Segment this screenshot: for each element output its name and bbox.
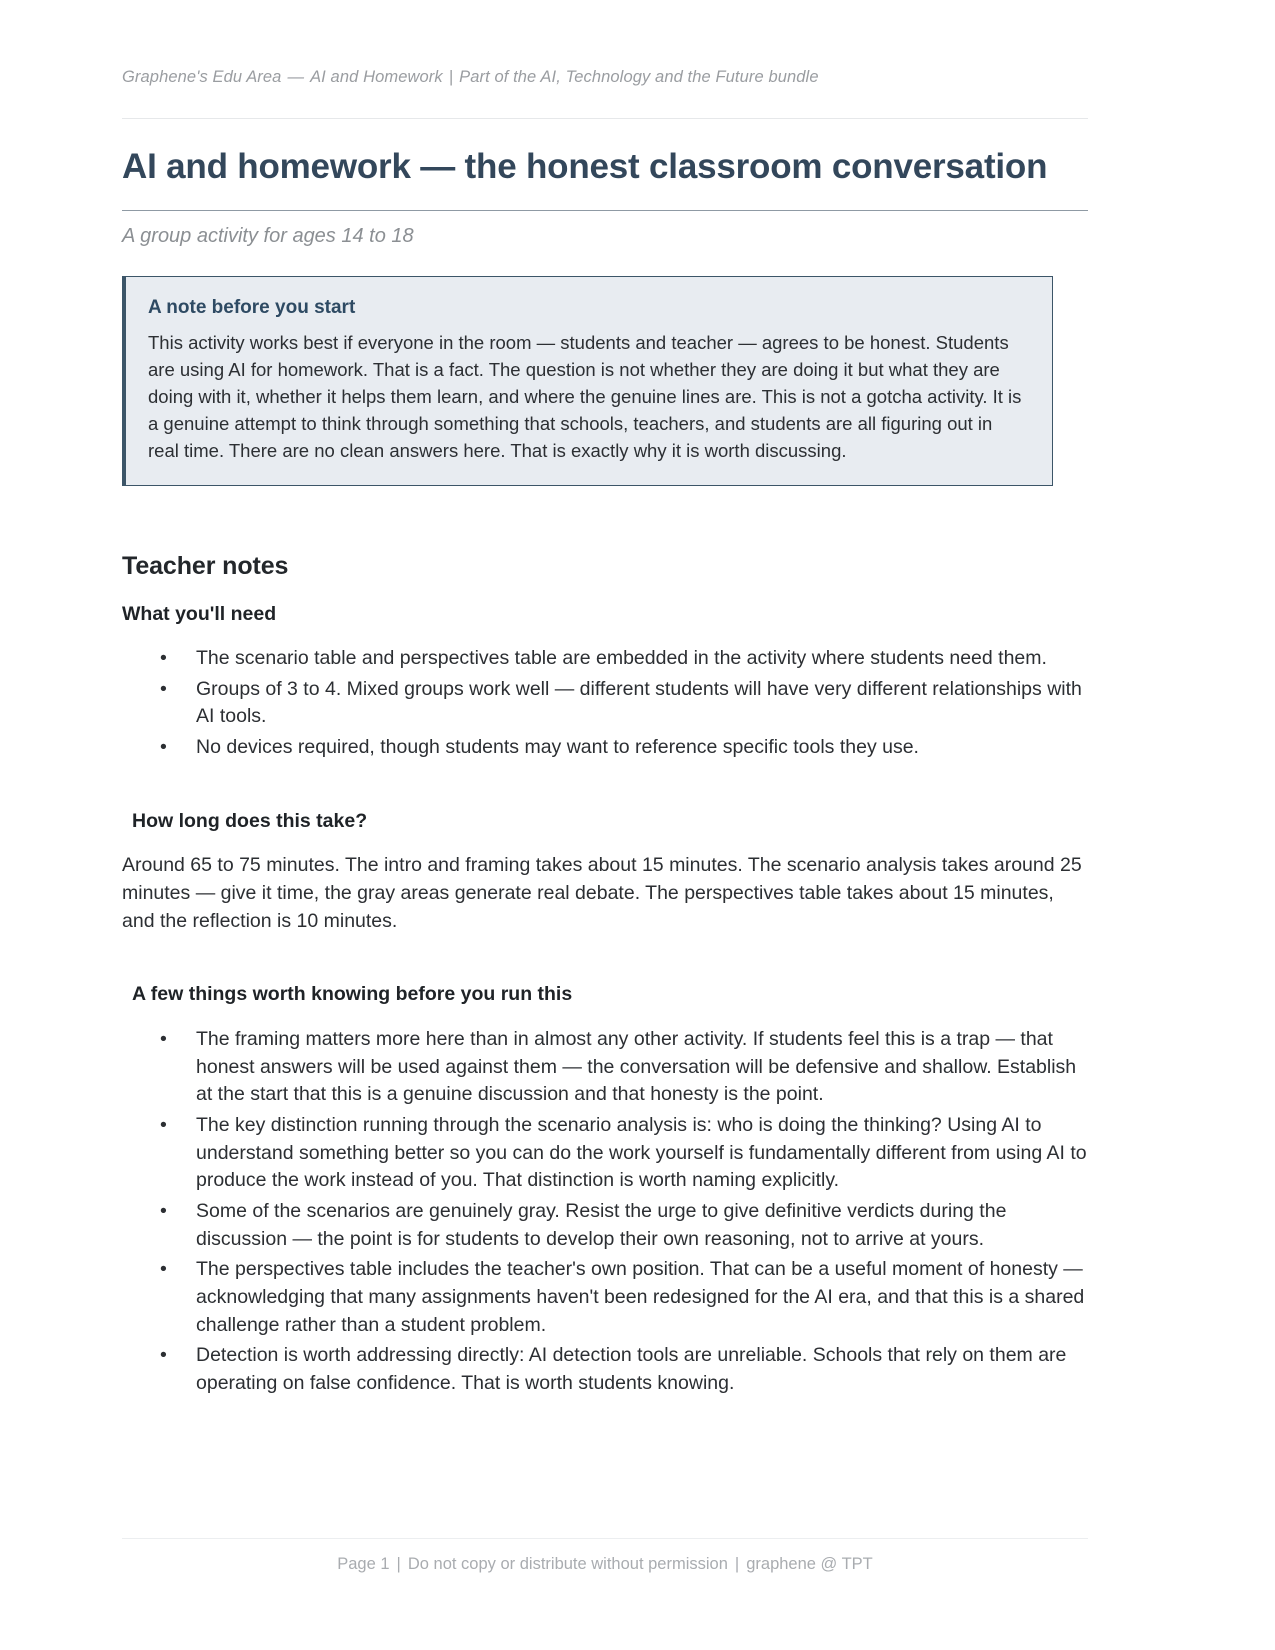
list-item-text: The framing matters more here than in almost any other activity. If students feel this is a trap — that honest answers will be used against them — the conversation will be defensive and shallow. Establish at the start that this is a genuine discussion and that honesty is the point. xyxy=(196,1027,1077,1106)
running-header-dash: — xyxy=(287,68,305,86)
list-item xyxy=(122,1198,1088,1253)
running-header-separator: | xyxy=(448,68,454,86)
page-content xyxy=(122,0,1088,1401)
list-item-text: The perspectives table includes the teacher's own position. That can be a useful moment of honesty — acknowledging that many assignments haven't been redesigned for the AI era, and that this is a shared challenge rather than a student problem. xyxy=(196,1258,1085,1336)
section-heading-teacher-notes: Teacher notes xyxy=(122,551,289,580)
footer-separator-2: | xyxy=(734,1555,740,1573)
list-item xyxy=(122,1256,1088,1339)
footer-credit: graphene @ TPT xyxy=(746,1555,873,1573)
list-item xyxy=(122,1026,1088,1109)
running-header-brand: Graphene's Edu Area xyxy=(122,68,282,86)
note-callout-heading: A note before you start xyxy=(148,296,356,318)
note-callout-body: This activity works best if everyone in the room — students and teacher — agrees to be honest. Students are using AI for homework. That is a fact. The question is not whether they are doing it but what they are doing with it, whether it helps them learn, and where the genuine lines are. This is not a gotcha activity. It is a genuine attempt to think through something that schools, teachers, and students are all figuring out in real time. There are no clean answers here. That is exactly why it is worth discussing. xyxy=(148,331,1022,462)
subheading-worth-knowing: A few things worth knowing before you run this xyxy=(132,983,573,1006)
footer-divider xyxy=(122,1538,1088,1539)
note-callout xyxy=(122,276,1053,486)
running-header-bundle: Part of the AI, Technology and the Future bundle xyxy=(459,68,819,86)
page-footer xyxy=(122,1538,1088,1574)
title-divider xyxy=(122,210,1088,211)
list-item xyxy=(122,1342,1088,1397)
bullet-dot-icon: • xyxy=(160,1200,167,1222)
subheading-duration: How long does this take? xyxy=(132,809,368,832)
bullet-dot-icon: • xyxy=(160,1113,167,1136)
footer-copyright-notice: Do not copy or distribute without permission xyxy=(407,1555,728,1573)
list-item-text: Some of the scenarios are genuinely gray. Resist the urge to give definitive verdicts during the discussion — the point is for students to develop their own reasoning, not to arrive at yours. xyxy=(196,1200,1007,1250)
list-item-text: The key distinction running through the scenario analysis is: who is doing the thinking? Using AI to understand something better so you can do the work yourself is fundamentally different from using AI to produce the work instead of you. That distinction is worth naming explicitly. xyxy=(196,1113,1087,1192)
list-item-text: The scenario table and perspectives table are embedded in the activity where students need them. xyxy=(196,647,1047,670)
list-item xyxy=(122,1112,1088,1195)
bullet-dot-icon: • xyxy=(160,1027,167,1050)
list-item xyxy=(122,676,1088,731)
list-worth-knowing xyxy=(122,1026,1088,1398)
list-item-text: Detection is worth addressing directly: AI detection tools are unreliable. Schools that rely on them are operating on false confidence. That is worth students knowing. xyxy=(196,1344,1067,1395)
list-item-text: No devices required, though students may want to reference specific tools they use. xyxy=(196,736,919,759)
bullet-dot-icon: • xyxy=(160,677,167,700)
running-header-topic: AI and Homework xyxy=(310,68,443,86)
bullet-dot-icon: • xyxy=(160,736,167,759)
footer-text xyxy=(122,1555,1088,1574)
bullet-dot-icon: • xyxy=(160,1344,167,1367)
list-what-you-need xyxy=(122,645,1088,762)
duration-text: Around 65 to 75 minutes. The intro and framing takes about 15 minutes. The scenario analysis takes around 25 minutes — give it time, the gray areas generate real debate. The perspectives table takes about 15 minutes, and the reflection is 10 minutes. xyxy=(122,854,1082,932)
list-item xyxy=(122,645,1088,673)
footer-page-number: Page 1 xyxy=(337,1555,390,1573)
bullet-dot-icon: • xyxy=(160,1258,167,1281)
header-divider xyxy=(122,118,1088,119)
list-item-text: Groups of 3 to 4. Mixed groups work well — different students will have very different relationships with AI tools. xyxy=(196,677,1082,728)
page-title: AI and homework — the honest classroom conversation xyxy=(122,147,1048,186)
footer-separator-1: | xyxy=(396,1555,401,1573)
bullet-dot-icon: • xyxy=(160,647,167,670)
page-subtitle: A group activity for ages 14 to 18 xyxy=(122,224,414,247)
running-header xyxy=(122,0,1088,87)
subheading-what-you-need: What you'll need xyxy=(122,602,277,625)
list-item xyxy=(122,734,1088,762)
